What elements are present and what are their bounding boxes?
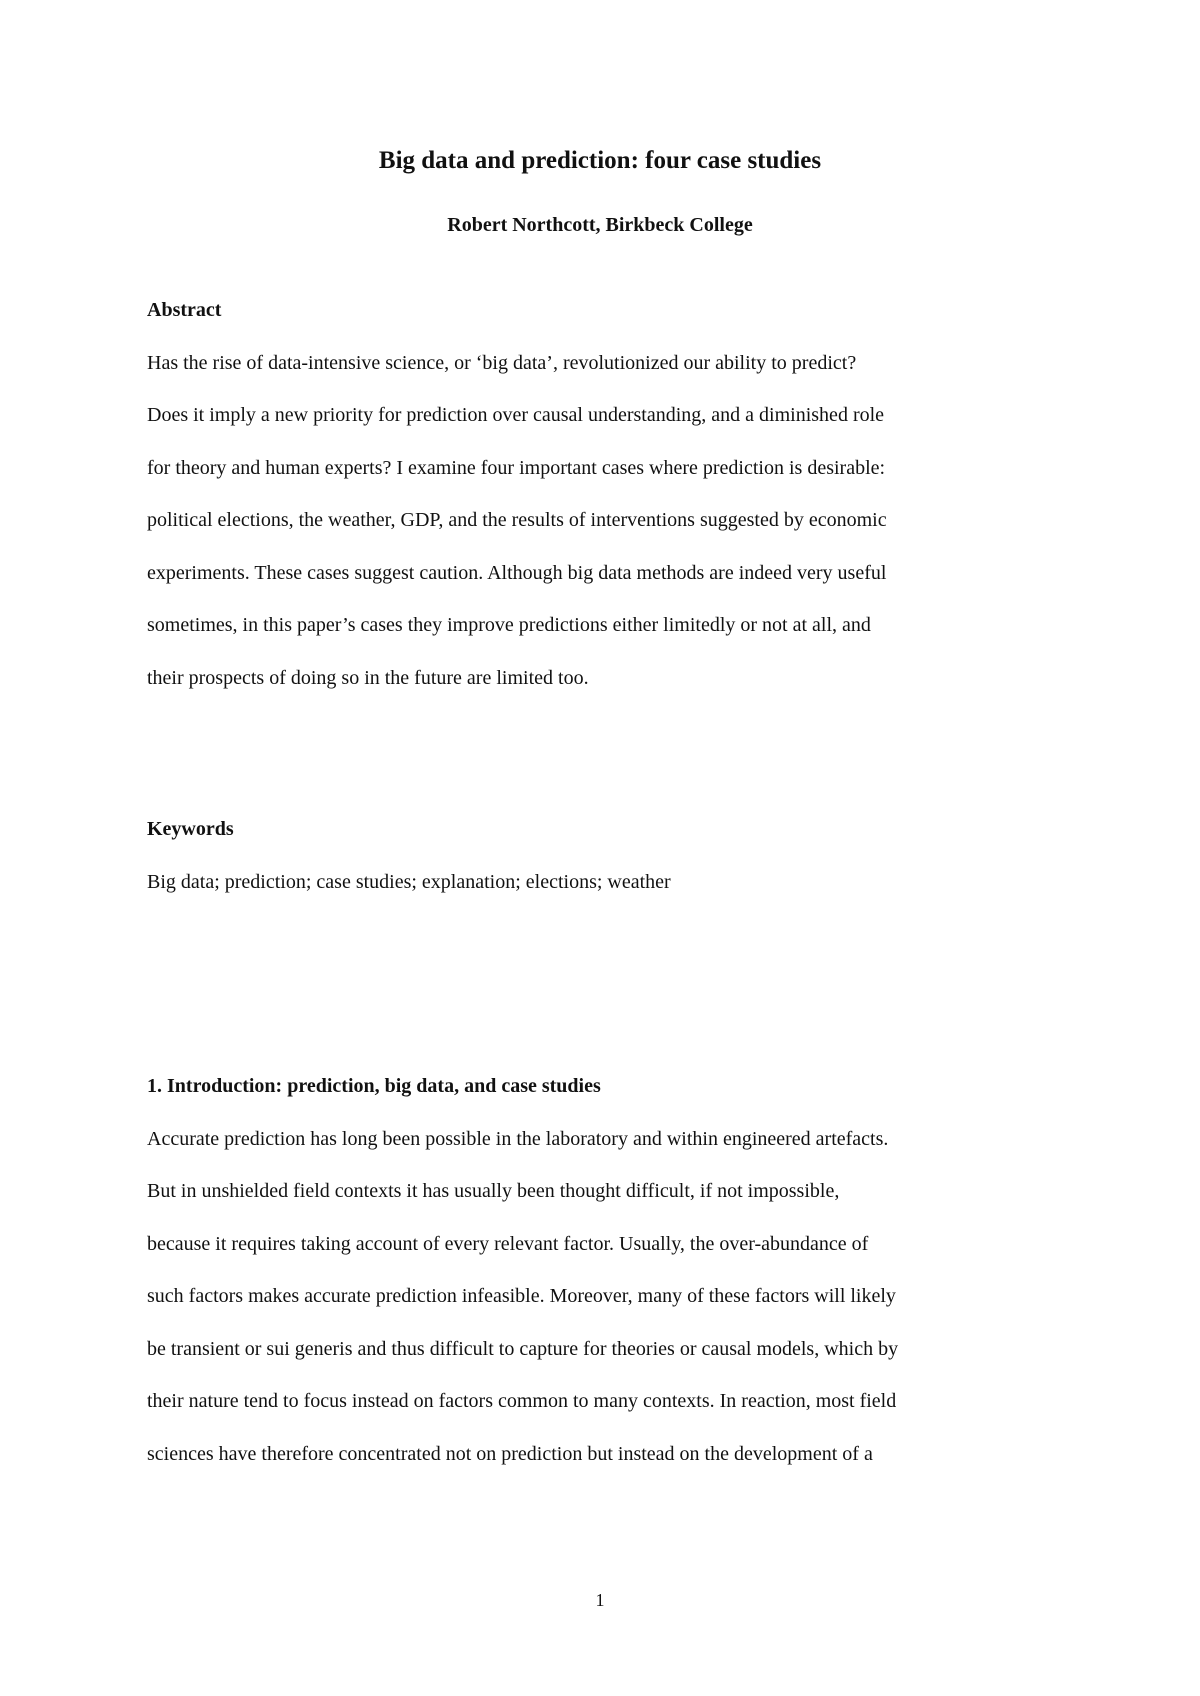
abstract-line: Does it imply a new priority for prediction over causal understanding, and a diminished role — [147, 404, 885, 426]
page-number: 1 — [595, 1590, 605, 1610]
abstract-heading: Abstract — [147, 299, 222, 321]
keywords-heading: Keywords — [147, 818, 234, 840]
body-line: such factors makes accurate prediction infeasible. Moreover, many of these factors will likely — [147, 1285, 896, 1307]
body-line: sciences have therefore concentrated not on prediction but instead on the development of a — [147, 1443, 873, 1465]
body-line: Accurate prediction has long been possible in the laboratory and within engineered artefacts. — [147, 1128, 889, 1150]
keywords-text: Big data; prediction; case studies; explanation; elections; weather — [147, 871, 671, 893]
body-line: because it requires taking account of every relevant factor. Usually, the over-abundance of — [147, 1233, 869, 1255]
body-line: But in unshielded field contexts it has usually been thought difficult, if not impossible, — [147, 1180, 840, 1202]
abstract-line: experiments. These cases suggest caution. Although big data methods are indeed very useful — [147, 562, 887, 584]
abstract-line: sometimes, in this paper’s cases they improve predictions either limitedly or not at all, and — [147, 614, 871, 636]
paper-author: Robert Northcott, Birkbeck College — [447, 214, 753, 236]
abstract-line: political elections, the weather, GDP, and the results of interventions suggested by economic — [147, 509, 887, 531]
abstract-line: their prospects of doing so in the future are limited too. — [147, 667, 589, 689]
section-1-heading: 1. Introduction: prediction, big data, and case studies — [147, 1075, 601, 1097]
abstract-line: for theory and human experts? I examine four important cases where prediction is desirable: — [147, 457, 886, 479]
paper-title: Big data and prediction: four case studies — [378, 147, 822, 174]
abstract-line: Has the rise of data-intensive science, or ‘big data’, revolutionized our ability to predict? — [147, 352, 857, 374]
body-line: be transient or sui generis and thus difficult to capture for theories or causal models, which by — [147, 1338, 899, 1360]
body-line: their nature tend to focus instead on factors common to many contexts. In reaction, most field — [147, 1390, 897, 1412]
